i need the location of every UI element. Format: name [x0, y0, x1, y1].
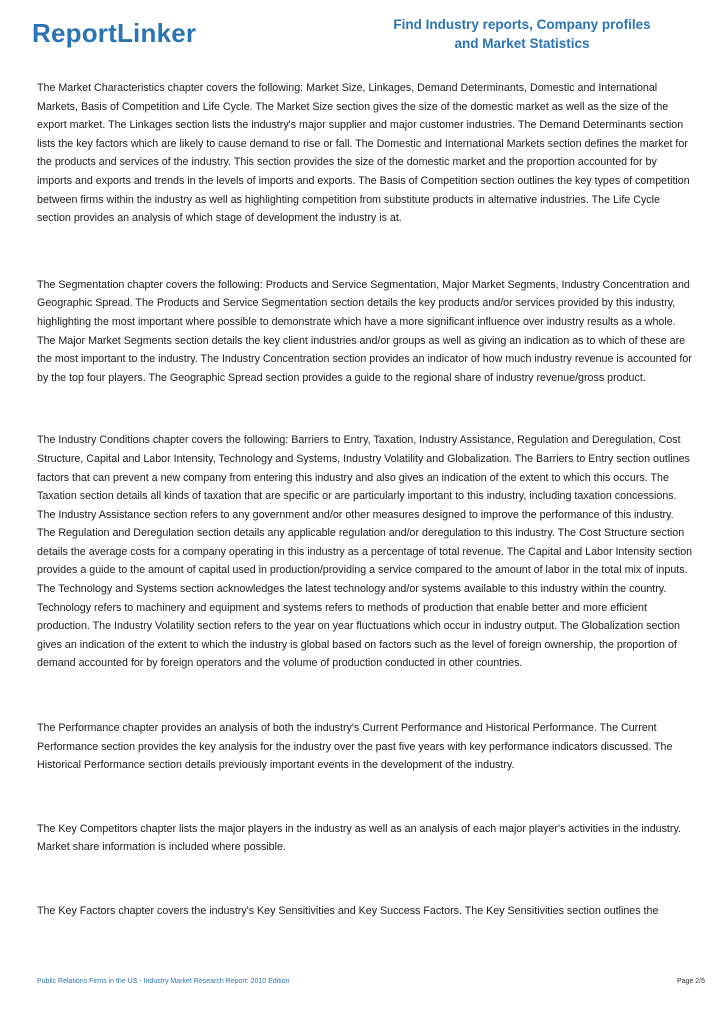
paragraph-performance: The Performance chapter provides an analysis of both the industry's Current Performance and Historical Performance. The Current Performance section provides the key analysis for the industry over the past five years with key performance indicators discussed. The Historical Performance section details previously important events in the development of the industry.	[37, 722, 673, 772]
tagline-line-1: Find Industry reports, Company profiles	[393, 17, 651, 32]
paragraph-industry-conditions: The Industry Conditions chapter covers the following: Barriers to Entry, Taxation, Industry Assistance, Regulation and Deregulation, Cost Structure, Capital and Labor Intensity, Technology and Systems, Industry Volatility and Globalization. The Barriers to Entry section outlines factors that can prevent a new company from entering this industry and also gives an indication of the extent to which this occurs. The Taxation section details all kinds of taxation that are specific or are particularly important to this industry, including taxation concessions. The Industry Assistance section refers to any government and/or other measures designed to improve the performance of this industry. The Regulation and Deregulation section details any applicable regulation and/or deregulation to this industry. The Cost Structure section details the average costs for a company operating in this industry as a percentage of total revenue. The Capital and Labor Intensity section provides a guide to the amount of capital used in production/providing a service compared to the amount of labor in the total mix of inputs. The Technology and Systems section acknowledges the latest technology and/or systems available to this industry within the country. Technology refers to machinery and equipment and systems refers to methods of production that enable better and more efficient production. The Industry Volatility section refers to the year on year fluctuations which occur in industry output. The Globalization section gives an indication of the extent to which the industry is global based on factors such as the level of foreign ownership, the proportion of demand accounted for by foreign operators and the volume of production conducted in other countries.	[37, 434, 693, 670]
page-header	[0, 0, 728, 60]
paragraph-segmentation: The Segmentation chapter covers the following: Products and Service Segmentation, Major Market Segments, Industry Concentration and Geographic Spread. The Products and Service Segmentation section details the key products and/or services provided by this industry, highlighting the most important where possible to demonstrate which have a more significant influence over industry results as a whole. The Major Market Segments section details the key client industries and/or groups as well as giving an indication as to which of these are the most important to the industry. The Industry Concentration section provides an indicator of how much industry revenue is accounted for by the top four players. The Geographic Spread section provides a guide to the regional share of industry revenue/gross product.	[37, 278, 692, 384]
paragraph-key-competitors: The Key Competitors chapter lists the major players in the industry as well as an analysis of each major player's activities in the industry. Market share information is included where possible.	[37, 822, 681, 854]
paragraph-key-factors: The Key Factors chapter covers the industry's Key Sensitivities and Key Success Factors. The Key Sensitivities section outlines the	[37, 905, 659, 917]
reportlinker-logo[interactable]: ReportLinker	[32, 18, 197, 48]
document-body	[37, 79, 693, 966]
page-number: Page 2/5	[676, 978, 705, 985]
report-title-link[interactable]: Public Relations Firms in the US - Industry Market Research Report: 2010 Edition	[37, 978, 290, 985]
tagline-line-2: and Market Statistics	[454, 36, 590, 51]
header-tagline	[390, 15, 654, 53]
page-footer	[37, 978, 705, 992]
paragraph-market-characteristics: The Market Characteristics chapter covers the following: Market Size, Linkages, Demand Determinants, Domestic and International Markets, Basis of Competition and Life Cycle. The Market Size section gives the size of the domestic market as well as the size of the export market. The Linkages section lists the industry's major supplier and major customer industries. The Demand Determinants section lists the key factors which are likely to cause demand to rise or fall. The Domestic and International Markets section defines the market for the products and services of the industry. This section provides the size of the domestic market and the proportion accounted for by imports and exports and trends in the levels of imports and exports. The Basis of Competition section outlines the key types of competition between firms within the industry as well as highlighting competition from substitute products in alternative industries. The Life Cycle section provides an analysis of which stage of development the industry is at.	[37, 82, 690, 225]
